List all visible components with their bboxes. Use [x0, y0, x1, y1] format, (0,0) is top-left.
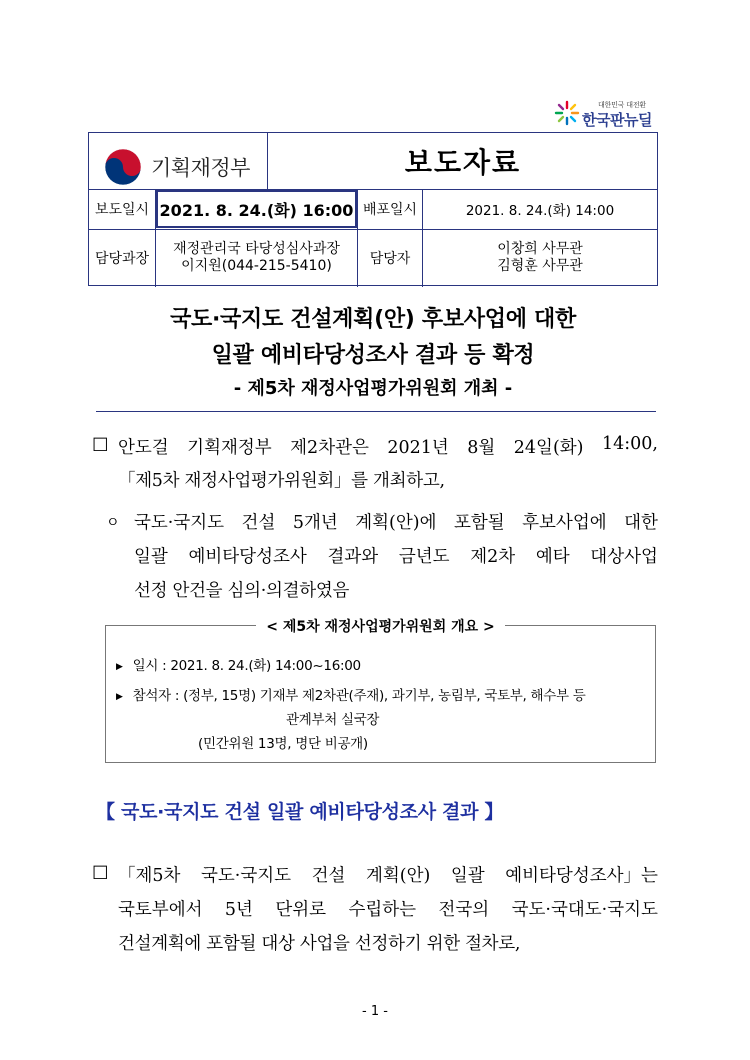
contact-person-2: 김형훈 사무관: [497, 258, 583, 274]
ministry-logo: [103, 147, 250, 187]
overview-attendees-line-2: 관계부처 실국장: [286, 712, 380, 728]
word: 계획(안)에: [355, 513, 437, 533]
press-release-label: 보도자료: [404, 146, 522, 179]
headline-line-1: 국도·국지도 건설계획(안) 후보사업에 대한: [170, 307, 576, 332]
korean-new-deal-logo: [554, 98, 664, 128]
press-header-table: [88, 132, 658, 286]
taegeuk-icon: [103, 147, 143, 187]
contact-person-label: 담당자: [369, 251, 411, 267]
p2-line-2: [134, 543, 658, 568]
word: 전국의: [438, 900, 490, 920]
word: 계획(안): [365, 866, 431, 886]
release-date-label: 배포일시: [362, 202, 418, 218]
word: 포함될: [453, 513, 505, 533]
p3-line-1: [118, 862, 658, 887]
word: 제2차: [470, 547, 516, 567]
word: 대상사업: [590, 547, 658, 567]
new-deal-title: 한국판뉴딜: [582, 111, 652, 129]
word: 예비타당성조사」는: [505, 866, 658, 886]
dept-head-info: [156, 230, 357, 286]
word: 단위로: [275, 900, 327, 920]
word: 8월: [467, 438, 496, 458]
word: 안도걸: [118, 438, 169, 458]
overview-item-attendees: ▶ 참석자 : (정부, 15명) 기재부 제2차관(주재), 과기부, 농림부, 국토부, 해수부 등: [116, 688, 586, 704]
word: 일괄: [450, 866, 485, 886]
word: 국토부에서: [118, 900, 203, 920]
overview-attendees-line-3: (민간위원 13명, 명단 비공개): [198, 736, 368, 752]
word: 예비타당성조사: [188, 547, 307, 567]
word: 국도·국지도: [200, 866, 292, 886]
word: 금년도: [398, 547, 450, 567]
dept-name: 재정관리국 타당성심사과장: [173, 241, 340, 257]
title-divider: [96, 411, 656, 412]
word: 「제5차: [118, 866, 181, 886]
contact-persons: [423, 230, 657, 286]
word: 기획재정부: [187, 438, 272, 458]
word: 예타: [535, 547, 570, 567]
p1-marker: □: [92, 434, 109, 454]
p1-line-1: [118, 434, 658, 459]
word: 건설: [311, 866, 346, 886]
word: 제2차관은: [290, 438, 369, 458]
new-deal-burst-icon: [554, 100, 580, 126]
p3-line-2: [118, 896, 658, 921]
dept-head-label: 담당과장: [94, 251, 150, 267]
p3-marker: □: [92, 862, 109, 882]
page-number: - 1 -: [362, 1004, 388, 1019]
dept-head-contact: 이지원(044-215-5410): [181, 258, 332, 274]
triangle-bullet-icon: ▶: [116, 692, 123, 702]
overview-item-datetime: ▶ 일시 : 2021. 8. 24.(화) 14:00~16:00: [116, 658, 361, 674]
contact-person-1: 이창희 사무관: [497, 241, 583, 257]
p2-line-3: 선정 안건을 심의·의결하였음: [134, 581, 350, 601]
word: 5개년: [292, 513, 338, 533]
headline-line-2: 일괄 예비타당성조사 결과 등 확정: [211, 343, 535, 368]
word: 건설: [241, 513, 276, 533]
word: 일괄: [134, 547, 168, 567]
triangle-bullet-icon: ▶: [116, 662, 123, 672]
word: 결과와: [327, 547, 379, 567]
p2-line-1: [134, 509, 658, 534]
word: 24일(화): [513, 438, 584, 458]
headline-subtitle: - 제5차 재정사업평가위원회 개최 -: [233, 378, 513, 399]
new-deal-slogan: 대한민국 대전환: [598, 101, 646, 109]
section-heading: 【 국도·국지도 건설 일괄 예비타당성조사 결과 】: [96, 801, 504, 823]
p1-line-2: 「제5차 재정사업평가위원회」를 개최하고,: [118, 471, 445, 491]
overview-title: < 제5차 재정사업평가위원회 개요 >: [256, 619, 505, 635]
committee-overview-box: [105, 619, 656, 763]
report-datetime: 2021. 8. 24.(화) 16:00: [156, 190, 357, 228]
word: 국도·국대도·국지도: [511, 900, 658, 920]
word: 14:00,: [601, 434, 658, 454]
release-datetime: 2021. 8. 24.(화) 14:00: [465, 203, 615, 219]
word: 수립하는: [348, 900, 417, 920]
ministry-name: 기획재정부: [151, 156, 250, 180]
word: 후보사업에: [522, 513, 607, 533]
word: 대한: [624, 513, 658, 533]
p3-line-3: 건설계획에 포함될 대상 사업을 선정하기 위한 절차로,: [118, 934, 521, 954]
word: 국도·국지도: [134, 513, 225, 533]
p2-marker: ㅇ: [106, 515, 120, 531]
word: 5년: [224, 900, 253, 920]
word: 2021년: [387, 438, 449, 458]
report-date-label: 보도일시: [94, 202, 150, 218]
